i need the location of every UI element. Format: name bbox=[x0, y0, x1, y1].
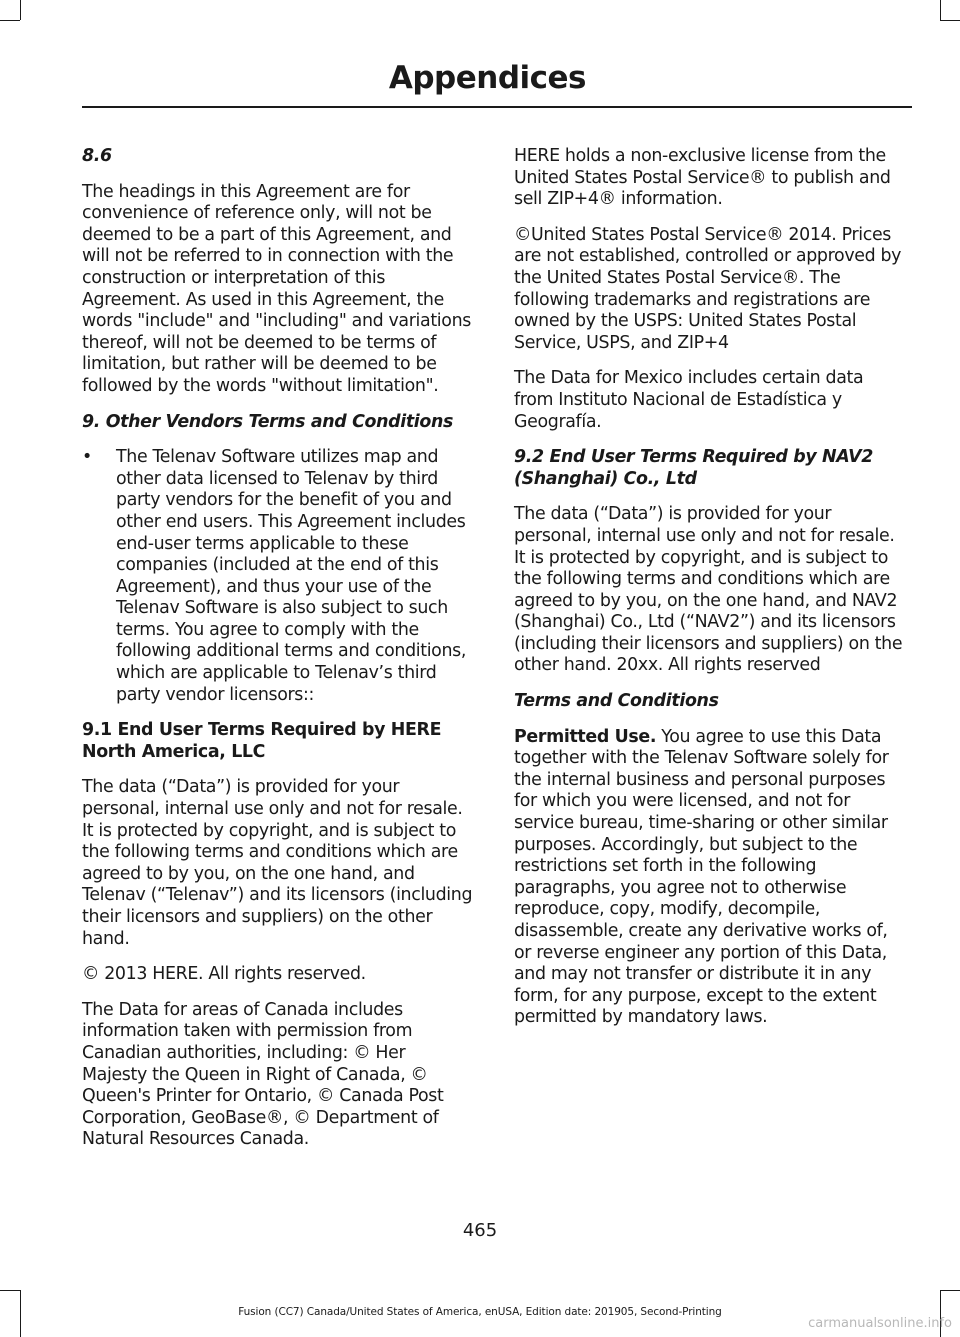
crop-mark-top-right bbox=[940, 20, 960, 21]
section-8-6-heading: 8.6 bbox=[82, 146, 112, 166]
crop-mark-top-left bbox=[0, 20, 20, 21]
section-9-1-paragraph: The data (“Data”) is provided for your personal, internal use only and not for resale. It is protected by copyright, and is subject to the following terms and conditions which are agreed to by you, on the one hand, and Telenav (“Telenav”) and its licensors (including their licensors and suppliers) on the other hand. bbox=[82, 777, 473, 949]
crop-mark-top-right bbox=[940, 0, 941, 20]
left-column bbox=[82, 146, 474, 1165]
terms-heading: Terms and Conditions bbox=[514, 691, 719, 712]
footer-edition: Fusion (CC7) Canada/United States of America, enUSA, Edition date: 201905, Second-Printing bbox=[238, 1306, 722, 1318]
usps-copyright: ©United States Postal Service® 2014. Prices are not established, controlled or approved by the United States Postal Service®. The following trademarks and registrations are owned by the USPS: United States Postal Service, USPS, and ZIP+4 bbox=[514, 224, 902, 353]
permitted-use-paragraph bbox=[514, 727, 906, 1029]
permitted-use-text: You agree to use this Data together with the Telenav Software solely for the internal business and personal purposes for which you were licensed, and not for service bureau, time-sharing or other similar purposes. Accordingly, but subject to the restrictions set forth in the following paragraphs, you agree not to otherwise reproduce, copy, modify, decompile, disassemble, create any derivative works of, or reverse engineer any portion of this Data, and may not transfer or distribute it in any form, for any purpose, except to the extent permitted by mandatory laws. bbox=[514, 726, 889, 1028]
right-column bbox=[514, 146, 906, 1043]
here-copyright: © 2013 HERE. All rights reserved. bbox=[82, 964, 366, 985]
watermark: carmanualsonline.info bbox=[808, 1316, 952, 1331]
section-9-heading: 9. Other Vendors Terms and Conditions bbox=[82, 411, 454, 432]
header-divider bbox=[82, 106, 912, 108]
page-number: 465 bbox=[462, 1220, 498, 1241]
usps-license: HERE holds a non-exclusive license from the United States Postal Service® to publish and sell ZIP+4® information. bbox=[514, 146, 891, 210]
bullet-item bbox=[82, 447, 474, 706]
section-8-6-paragraph: The headings in this Agreement are for convenience of reference only, will not be deemed to be a part of this Agreement, and will not be referred to in connection with the construction or interpretation of this Agreement. As used in this Agreement, the words "include" and "including" and variations thereof, will not be deemed to be terms of limitation, but rather will be deemed to be followed by the words "without limitation". bbox=[82, 181, 471, 396]
section-9-1-heading: 9.1 End User Terms Required by HERE North America, LLC bbox=[82, 720, 442, 762]
bullet-text: The Telenav Software utilizes map and other data licensed to Telenav by third party vendors for the benefit of you and other end users. This Agreement includes end-user terms applicable to these companies (included at the end of this Agreement), and thus your use of the Telenav Software is also subject to such terms. You agree to comply with the following additional terms and conditions, which are applicable to Telenav’s third party vendor licensors:: bbox=[116, 447, 467, 705]
bullet-marker: • bbox=[82, 447, 92, 468]
page-title: Appendices bbox=[388, 60, 586, 96]
permitted-use-label: Permitted Use. bbox=[514, 726, 657, 747]
crop-mark-bottom-left bbox=[0, 1290, 20, 1291]
crop-mark-top-left bbox=[20, 0, 21, 20]
mexico-data-notice: The Data for Mexico includes certain data from Instituto Nacional de Estadística y Geografía. bbox=[514, 368, 864, 432]
crop-mark-bottom-right bbox=[940, 1290, 960, 1291]
section-9-2-heading: 9.2 End User Terms Required by NAV2 (Shanghai) Co., Ltd bbox=[514, 447, 874, 489]
section-9-2-paragraph: The data (“Data”) is provided for your personal, internal use only and not for resale. It is protected by copyright, and is subject to the following terms and conditions which are agreed to by you, on the one hand, and NAV2 (Shanghai) Co., Ltd (“NAV2”) and its licensors (including their licensors and suppliers) on the other hand. 20xx. All rights reserved bbox=[514, 504, 903, 676]
canada-data-notice: The Data for areas of Canada includes information taken with permission from Canadian authorities, including: © Her Majesty the Queen in Right of Canada, © Queen's Printer for Ontario, © Canada Post Corporation, GeoBase®, © Department of Natural Resources Canada. bbox=[82, 999, 444, 1150]
